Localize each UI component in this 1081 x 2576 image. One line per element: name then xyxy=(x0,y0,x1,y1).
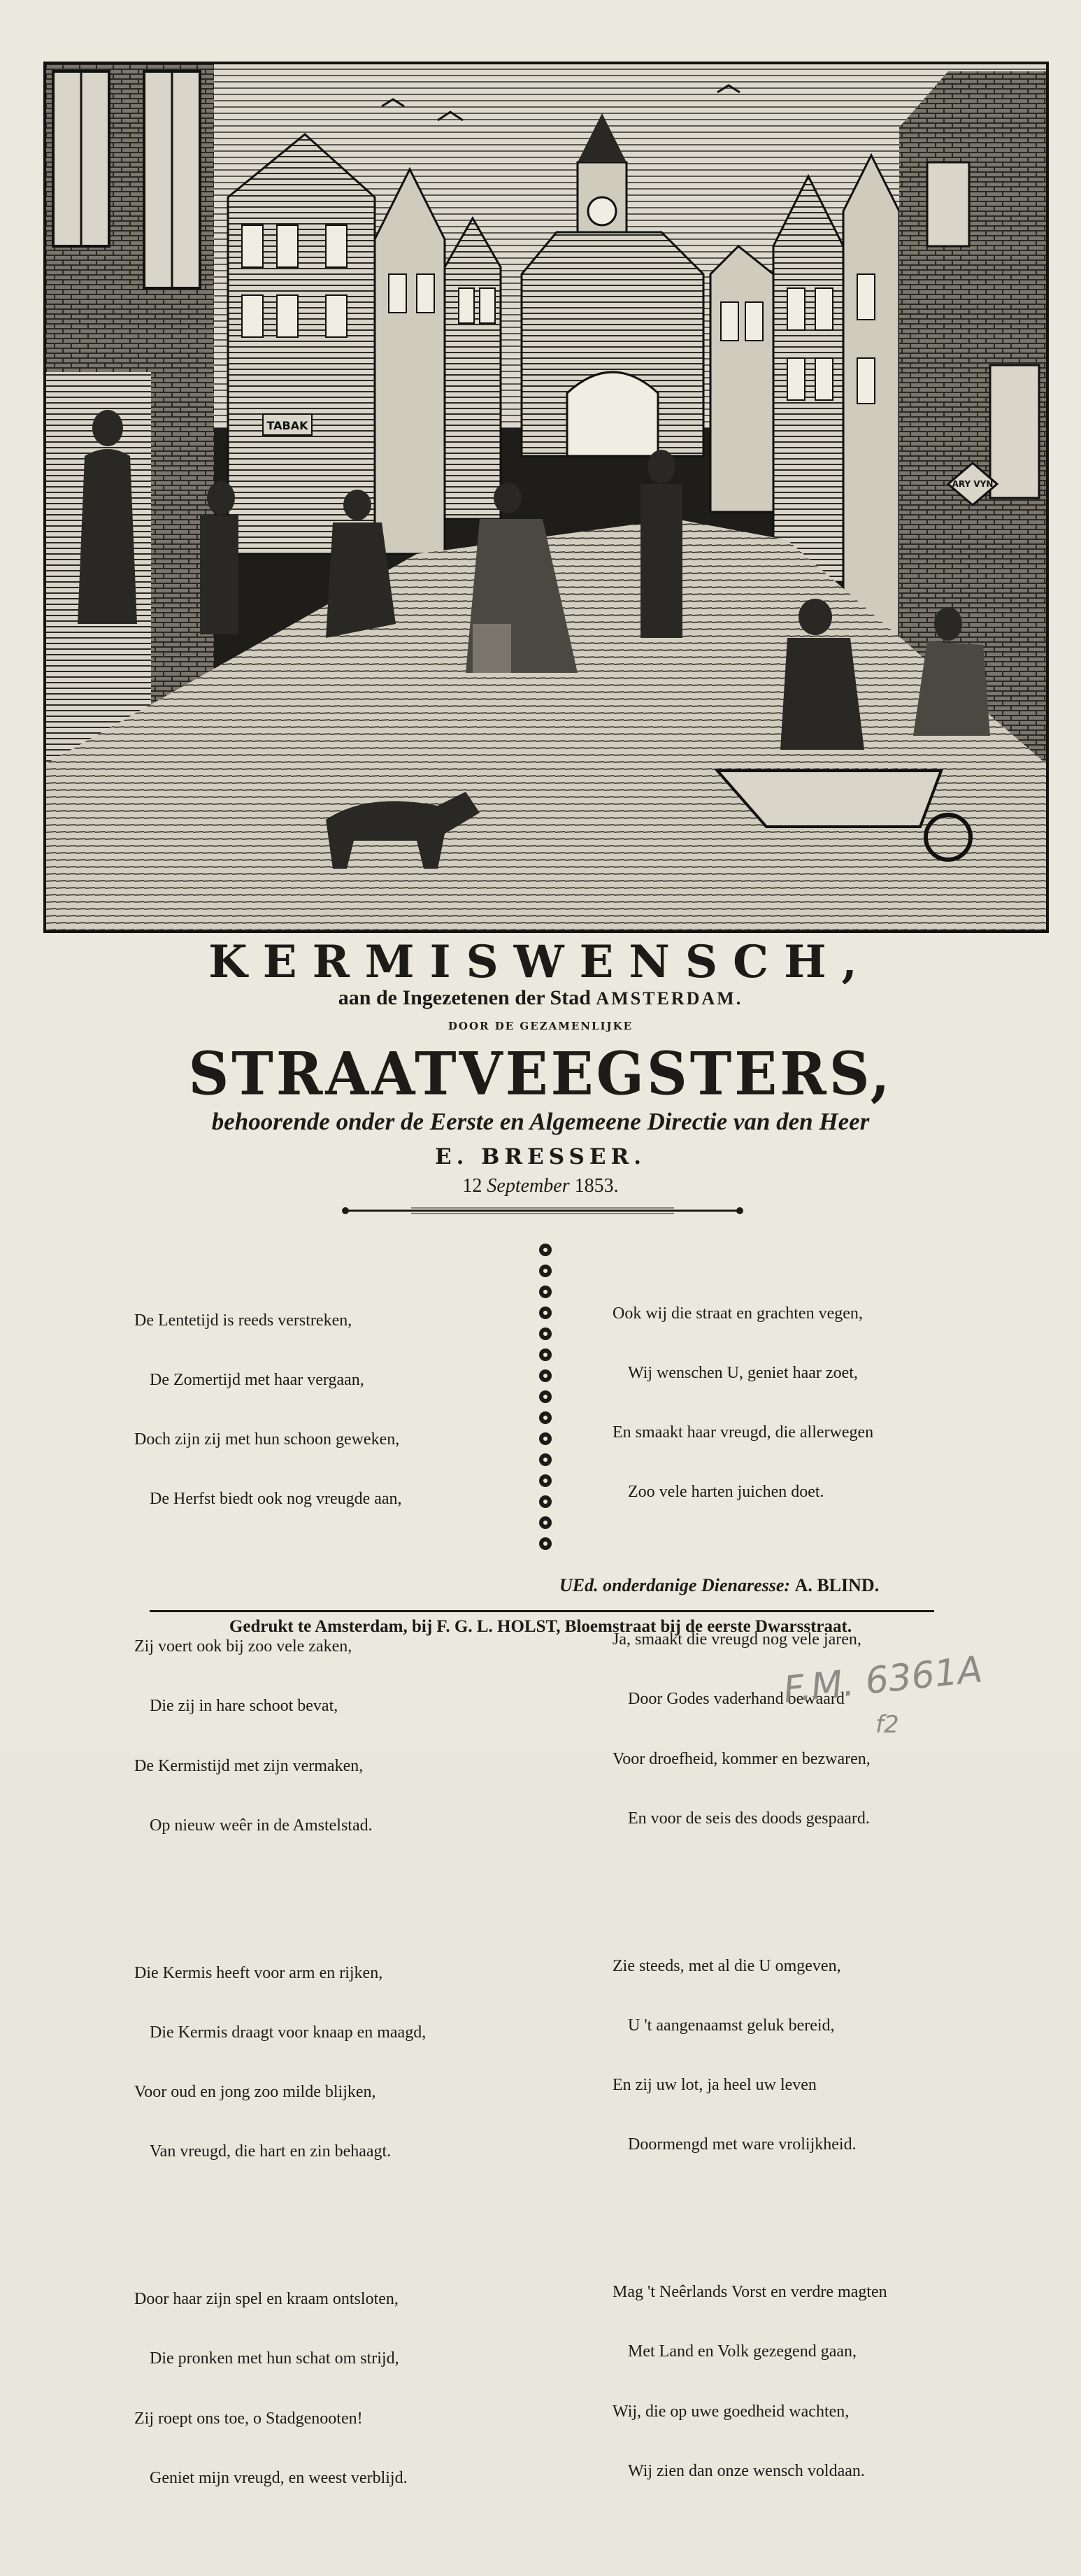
poem-line: De Zomertijd met haar vergaan, xyxy=(150,1370,364,1389)
poem-line: De Herfst biedt ook nog vreugde aan, xyxy=(150,1490,402,1509)
poem-line: Zie steeds, met al die U omgeven, xyxy=(613,1956,841,1975)
bresser-name: E. BRESSER. xyxy=(434,1144,647,1169)
kermiswensch-title: KERMISWENSCH, xyxy=(208,936,873,988)
poem-line: Geniet mijn vreugd, en weest verblijd. xyxy=(150,2468,408,2487)
woodcut-illustration xyxy=(43,62,1049,933)
shop-sign-right: ARY VYN xyxy=(952,479,994,489)
poem-line: Die zij in hare schoot bevat, xyxy=(150,1697,338,1716)
poem-stanza xyxy=(613,1916,887,2195)
signature-name: A. BLIND. xyxy=(794,1575,880,1595)
poem-line: Mag 't Neêrlands Vorst en verdre magten xyxy=(613,2283,887,2302)
pencil-note-secondary: f2 xyxy=(875,1711,899,1739)
signature-line xyxy=(559,1575,879,1596)
date-year: 1853. xyxy=(569,1175,619,1197)
poem-line: Die Kermis heeft voor arm en rijken, xyxy=(134,1963,383,1982)
poem-line: Zoo vele harten juichen doet. xyxy=(628,1483,824,1502)
poem-line: Voor droefheid, kommer en bezwaren, xyxy=(613,1749,871,1768)
poem-line: Die pronken met hun schat om strijd, xyxy=(150,2349,399,2368)
date-month: September xyxy=(487,1175,570,1197)
shop-sign-tabak: TABAK xyxy=(266,419,308,432)
poem-line: Doch zijn zij met hun schoon geweken, xyxy=(134,1430,400,1449)
poem-stanza xyxy=(613,1264,887,1542)
ornamental-rule xyxy=(341,1207,744,1215)
date-day: 12 xyxy=(462,1175,487,1197)
printer-imprint: Gedrukt te Amsterdam, bij F. G. L. HOLST, Bloemstraat bij de eerste Dwarsstraat. xyxy=(229,1617,852,1636)
poem-stanza xyxy=(134,1597,426,1875)
vine-ornament-divider xyxy=(531,1239,559,1568)
poem-line: Voor oud en jong zoo milde blijken, xyxy=(134,2083,376,2102)
poem-stanza xyxy=(613,2242,887,2521)
poem-line: Van vreugd, die hart en zin behaagt. xyxy=(150,2142,392,2161)
street-scene-image xyxy=(46,64,1046,930)
poem-line: De Kermistijd met zijn vermaken, xyxy=(134,1756,364,1775)
straatveegsters-heading: STRAATVEEGSTERS, xyxy=(188,1039,893,1109)
dedication-line xyxy=(0,986,1081,1010)
dedication-prefix: aan de Ingezetenen der Stad xyxy=(338,986,596,1009)
poem-line: U 't aangenaamst geluk bereid, xyxy=(628,2016,835,2035)
poem-line: En voor de seis des doods gespaard. xyxy=(628,1809,870,1828)
poem-line: Wij zien dan onze wensch voldaan. xyxy=(628,2461,865,2480)
poem-line: Door haar zijn spel en kraam ontsloten, xyxy=(134,2290,399,2309)
poem-stanza xyxy=(134,1271,426,1549)
poem-line: Wij, die op uwe goedheid wachten, xyxy=(613,2402,850,2421)
door-line: DOOR DE GEZAMENLIJKE xyxy=(448,1020,633,1032)
poem-line: De Lentetijd is reeds verstreken, xyxy=(134,1311,352,1330)
poem-left-column xyxy=(134,1231,426,2576)
poem-line: Zij roept ons toe, o Stadgenooten! xyxy=(134,2409,363,2428)
poem-line: En zij uw lot, ja heel uw leven xyxy=(613,2076,817,2095)
directie-line: behoorende onder de Eerste en Algemeene Directie van den Heer xyxy=(211,1108,870,1135)
poem-line: Ook wij die straat en grachten vegen, xyxy=(613,1304,863,1323)
poem-stanza xyxy=(134,1923,426,2202)
poem-line: Door Godes vaderhand bewaard xyxy=(628,1690,845,1709)
pencil-inventory-note: F.M. 6361A xyxy=(781,1649,985,1712)
dedication-city: AMSTERDAM. xyxy=(596,988,743,1009)
poem-line: Met Land en Volk gezegend gaan, xyxy=(628,2342,857,2361)
bottom-rule xyxy=(150,1610,934,1612)
poem-stanza xyxy=(134,2249,426,2528)
poem-line: Wij wenschen U, geniet haar zoet, xyxy=(628,1363,858,1382)
signature-prefix: UEd. onderdanige Dienaresse: xyxy=(559,1575,795,1595)
poem-line: Doormengd met ware vrolijkheid. xyxy=(628,2135,857,2154)
poem-line: En smaakt haar vreugd, die allerwegen xyxy=(613,1423,874,1442)
poem-line: Die Kermis draagt voor knaap en maagd, xyxy=(150,2023,427,2042)
poem-line: Ja, smaakt die vreugd nog vele jaren, xyxy=(613,1630,861,1649)
poem-line: Zij voert ook bij zoo vele zaken, xyxy=(134,1637,352,1656)
print-date xyxy=(0,1175,1081,1197)
poem-line: Op nieuw weêr in de Amstelstad. xyxy=(150,1816,373,1835)
poem-right-column xyxy=(613,1224,887,2569)
